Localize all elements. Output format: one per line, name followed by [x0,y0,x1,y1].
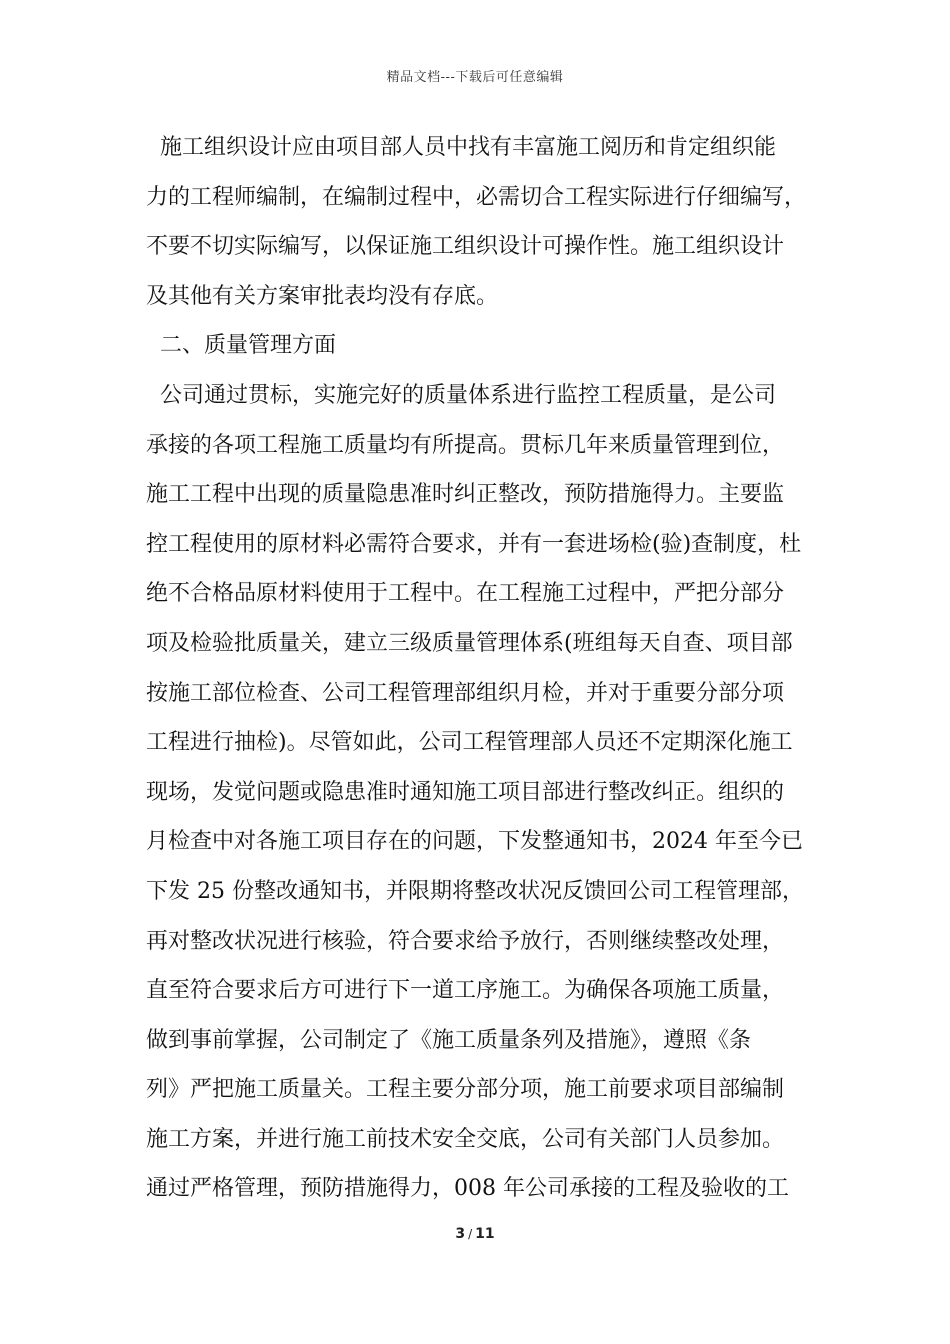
body-line: 及其他有关方案审批表均没有存底。 [146,283,499,309]
body-line: 直至符合要求后方可进行下一道工序施工。为确保各项施工质量， [146,978,785,1004]
document-header: 精品文档---下载后可任意编辑 [386,70,564,85]
page-number [0,1226,950,1242]
body-line: 现场，发觉问题或隐患准时通知施工项目部进行整改纠正。组织的 [146,779,785,805]
body-line: 控工程使用的原材料必需符合要求，并有一套进场检(验)查制度，杜 [146,531,802,557]
page-separator: / [468,1227,473,1241]
body-line: 施工方案，并进行施工前技术安全交底，公司有关部门人员参加。 [146,1126,785,1152]
body-line: 按施工部位检查、公司工程管理部组织月检，并对于重要分部分项 [146,680,785,706]
body-line: 施工组织设计应由项目部人员中找有丰富施工阅历和肯定组织能 [146,135,776,160]
body-line: 绝不合格品原材料使用于工程中。在工程施工过程中，严把分部分 [146,581,785,607]
document-body [146,128,822,1219]
body-line: 不要不切实际编写，以保证施工组织设计可操作性。施工组织设计 [146,234,785,260]
body-line: 再对整改状况进行核验，符合要求给予放行，否则继续整改处理， [146,928,785,954]
total-pages-number: 11 [475,1226,495,1242]
body-line: 通过严格管理，预防措施得力，008 年公司承接的工程及验收的工 [146,1176,789,1202]
body-line: 承接的各项工程施工质量均有所提高。贯标几年来质量管理到位， [146,432,785,458]
body-line: 项及检验批质量关，建立三级质量管理体系(班组每天自查、项目部 [146,630,793,656]
body-line: 力的工程师编制，在编制过程中，必需切合工程实际进行仔细编写， [146,184,807,210]
body-line: 公司通过贯标，实施完好的质量体系进行监控工程质量，是公司 [146,382,776,408]
body-line: 做到事前掌握，公司制定了《施工质量条列及措施》，遵照《条 [146,1027,752,1053]
body-line: 施工工程中出现的质量隐患准时纠正整改，预防措施得力。主要监 [146,482,785,508]
section-heading: 二、质量管理方面 [146,333,336,359]
current-page-number: 3 [455,1226,466,1242]
body-line: 工程进行抽检)。尽管如此，公司工程管理部人员还不定期深化施工 [146,730,793,756]
body-line: 列》严把施工质量关。工程主要分部分项，施工前要求项目部编制 [146,1077,785,1103]
body-line: 下发 25 份整改通知书，并限期将整改状况反馈回公司工程管理部， [146,878,804,904]
body-line: 月检查中对各施工项目存在的问题，下发整通知书，2024 年至今已 [146,829,803,855]
